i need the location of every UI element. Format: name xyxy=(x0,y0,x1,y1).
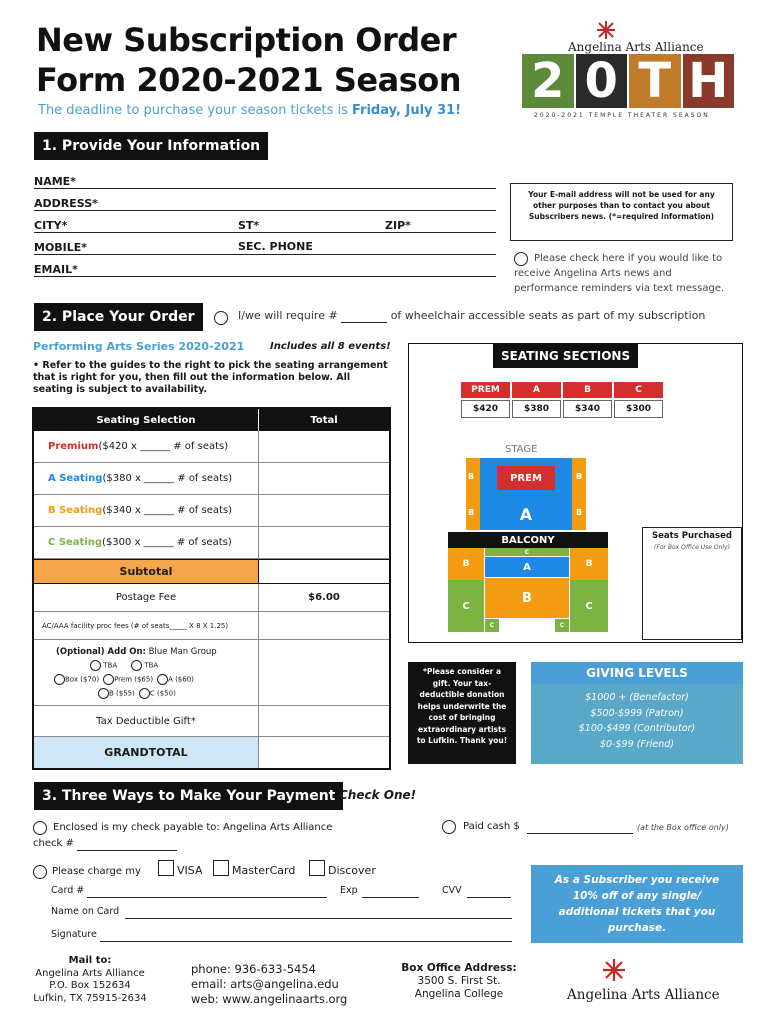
check-number-field[interactable] xyxy=(77,850,177,851)
giving-level: $500-$999 (Patron) xyxy=(590,707,684,719)
giving-level: $0-$99 (Friend) xyxy=(600,738,674,750)
visa-checkbox[interactable] xyxy=(158,860,174,880)
city-label: CITY* xyxy=(34,219,68,232)
check-payment-label: Enclosed is my check payable to: Angelina Arts Alliance xyxy=(53,822,333,833)
addon-a-option[interactable]: A ($60) xyxy=(157,674,194,685)
seat-block-c: C xyxy=(555,619,569,632)
contact-info xyxy=(191,962,347,1007)
address-field[interactable] xyxy=(34,210,496,211)
seat-block-b xyxy=(466,458,480,530)
logo-emblem-icon xyxy=(596,20,616,40)
exp-field[interactable] xyxy=(362,897,419,898)
section3-heading: 3. Three Ways to Make Your Payment xyxy=(34,782,343,810)
logo-char: T xyxy=(629,54,681,108)
b-seating-row[interactable]: B Seating ($340 x ______ # of seats) xyxy=(34,495,389,527)
seat-block-b xyxy=(572,458,586,530)
price-value: $300 xyxy=(614,400,663,418)
a-seating-row[interactable]: A Seating ($380 x ______ # of seats) xyxy=(34,463,389,495)
price-header: C xyxy=(614,382,663,398)
order-instructions: • Refer to the guides to the right to pick the seating arrangement that is right for you, then fill out the information below. All seating is subject to availability. xyxy=(33,360,388,395)
subtotal-row: Subtotal xyxy=(34,559,389,584)
price-table xyxy=(461,382,663,418)
wheelchair-count-field[interactable] xyxy=(341,309,387,323)
cvv-label: CVV xyxy=(442,885,462,896)
series-note: Includes all 8 events! xyxy=(270,341,391,352)
seating-heading: SEATING SECTIONS xyxy=(493,344,638,368)
form-title: New Subscription Order Form 2020-2021 Season xyxy=(36,21,462,99)
name-field[interactable] xyxy=(34,188,496,189)
price-value: $420 xyxy=(461,400,510,418)
grand-total-row: GRANDTOTAL xyxy=(34,737,389,768)
20th-logo xyxy=(522,54,734,108)
cash-payment-label: Paid cash $ xyxy=(463,821,520,832)
seat-letter: B xyxy=(576,472,583,481)
addon-row[interactable]: (Optional) Add On: Blue Man Group TBA TBA Box ($70) Prem ($65) A ($60) B ($55) C ($50) xyxy=(34,640,389,706)
addon-box-option[interactable]: Box ($70) xyxy=(54,674,99,685)
seats-purchased-box[interactable]: Seats Purchased (For Box Office Use Only) xyxy=(642,527,742,640)
subscriber-discount-note: As a Subscriber you receive 10% off of any single/ additional tickets that you purchase. xyxy=(531,865,743,943)
addon-prem-option[interactable]: Prem ($65) xyxy=(103,674,153,685)
name-on-card-label: Name on Card xyxy=(51,906,120,917)
phone-field[interactable] xyxy=(34,254,496,255)
seat-block-c: C xyxy=(570,580,608,632)
seat-block-c: C xyxy=(485,619,499,632)
price-header: PREM xyxy=(461,382,510,398)
giving-levels-box: GIVING LEVELS $1000 + (Benefactor) $500-$999 (Patron) $100-$499 (Contributor) $0-$99 (Friend) xyxy=(531,662,743,764)
seat-block-b: B xyxy=(448,548,484,580)
seat-letter: B xyxy=(576,508,583,517)
addon-b-option[interactable]: B ($55) xyxy=(98,688,135,699)
state-label: ST* xyxy=(238,219,260,232)
seat-block-b: B xyxy=(485,578,569,618)
mastercard-label: MasterCard xyxy=(232,864,296,877)
deadline-text: The deadline to purchase your season tickets is Friday, July 31! xyxy=(38,103,462,118)
seat-block-c: C xyxy=(485,548,569,556)
footer-logo-text: Angelina Arts Alliance xyxy=(567,987,720,1003)
gift-row[interactable]: Tax Deductible Gift* xyxy=(34,706,389,737)
email-label: EMAIL* xyxy=(34,263,78,276)
seat-block-c: C xyxy=(448,580,484,632)
email-link[interactable]: email: arts@angelina.edu xyxy=(191,977,339,991)
email-note: Your E-mail address will not be used for any other purposes than to contact you about Subscribers news. (*=required information) xyxy=(510,183,733,241)
text-opt-in-label: Please check here if you would like to receive Angelina Arts news and performance reminders via text message. xyxy=(514,253,725,294)
mastercard-checkbox[interactable] xyxy=(213,860,229,880)
zip-label: ZIP* xyxy=(385,219,411,232)
section2-heading: 2. Place Your Order xyxy=(34,303,203,331)
giving-level: $100-$499 (Contributor) xyxy=(578,723,696,734)
charge-payment-label: Please charge my xyxy=(52,866,141,877)
name-on-card-field[interactable] xyxy=(125,918,512,919)
city-state-zip-field[interactable] xyxy=(34,232,496,233)
price-value: $340 xyxy=(563,400,612,418)
logo-char: 0 xyxy=(576,54,628,108)
exp-label: Exp xyxy=(340,885,358,896)
cvv-field[interactable] xyxy=(467,897,511,898)
seat-letter: B xyxy=(468,472,475,481)
premium-row[interactable]: Premium ($420 x ______ # of seats) xyxy=(34,431,389,463)
seat-letter: A xyxy=(519,504,533,524)
seat-block-a: A xyxy=(485,557,569,577)
check-one-label: Check One! xyxy=(339,788,417,802)
check-number-label: check # xyxy=(33,838,74,849)
price-value: $380 xyxy=(512,400,561,418)
addon-tba-option[interactable]: TBA xyxy=(90,660,117,671)
card-number-field[interactable] xyxy=(87,897,327,898)
signature-field[interactable] xyxy=(100,941,512,942)
seat-block-b: B xyxy=(570,548,608,580)
giving-level: $1000 + (Benefactor) xyxy=(585,692,689,703)
wheelchair-text: I/we will require # of wheelchair accessible seats as part of my subscription xyxy=(238,309,706,322)
logo-char: H xyxy=(683,54,735,108)
price-header: B xyxy=(563,382,612,398)
sec-phone-label: SEC. PHONE xyxy=(238,240,313,253)
section1-heading: 1. Provide Your Information xyxy=(34,132,268,160)
mailing-address: Mail to: Angelina Arts Alliance P.O. Box 152634 Lufkin, TX 75915-2634 xyxy=(33,955,147,1004)
facility-fee-row[interactable]: AC/AAA facility proc fees (# of seats_____ X 8 X 1.25) xyxy=(34,612,389,640)
cash-payment-radio[interactable] xyxy=(442,819,456,838)
wheelchair-radio[interactable] xyxy=(214,310,228,329)
cash-amount-field[interactable] xyxy=(527,833,633,834)
logo-char: 2 xyxy=(522,54,574,108)
mobile-label: MOBILE* xyxy=(34,241,88,254)
balcony-label: BALCONY xyxy=(448,532,608,548)
seat-letter: B xyxy=(468,508,475,517)
order-table xyxy=(32,407,391,770)
order-table-header: Seating Selection Total xyxy=(34,409,389,431)
web-link[interactable]: web: www.angelinaarts.org xyxy=(191,992,348,1006)
footer-logo-emblem-icon xyxy=(602,958,626,982)
discover-checkbox[interactable] xyxy=(309,860,325,880)
email-field[interactable] xyxy=(34,276,496,277)
seat-block-prem: PREM xyxy=(497,466,555,490)
check-payment-radio[interactable] xyxy=(33,820,47,839)
name-label: NAME* xyxy=(34,175,76,188)
stage-label: STAGE xyxy=(505,444,538,455)
gift-note: *Please consider a gift. Your tax-deductible donation helps underwrite the cost of bringing extraordinary artists to Lufkin. Thank you! xyxy=(408,662,516,764)
addon-tba-option[interactable]: TBA xyxy=(131,660,158,671)
postage-row: Postage Fee $6.00 xyxy=(34,584,389,612)
address-label: ADDRESS* xyxy=(34,197,98,210)
charge-payment-radio[interactable] xyxy=(33,864,47,883)
signature-label: Signature xyxy=(51,929,97,940)
box-office-address: Box Office Address: 3500 S. First St. Angelina College xyxy=(401,962,517,1000)
logo-tagline: 2020-2021 TEMPLE THEATER SEASON xyxy=(534,112,710,119)
series-title: Performing Arts Series 2020-2021 xyxy=(33,340,245,353)
visa-label: VISA xyxy=(177,864,203,877)
card-number-label: Card # xyxy=(51,885,85,896)
c-seating-row[interactable]: C Seating ($300 x ______ # of seats) xyxy=(34,527,389,559)
addon-c-option[interactable]: C ($50) xyxy=(139,688,176,699)
logo-org-name: Angelina Arts Alliance xyxy=(568,40,704,54)
phone-text: phone: 936-633-5454 xyxy=(191,962,316,976)
price-header: A xyxy=(512,382,561,398)
cash-note: (at the Box office only) xyxy=(637,823,729,832)
discover-label: Discover xyxy=(328,864,376,877)
